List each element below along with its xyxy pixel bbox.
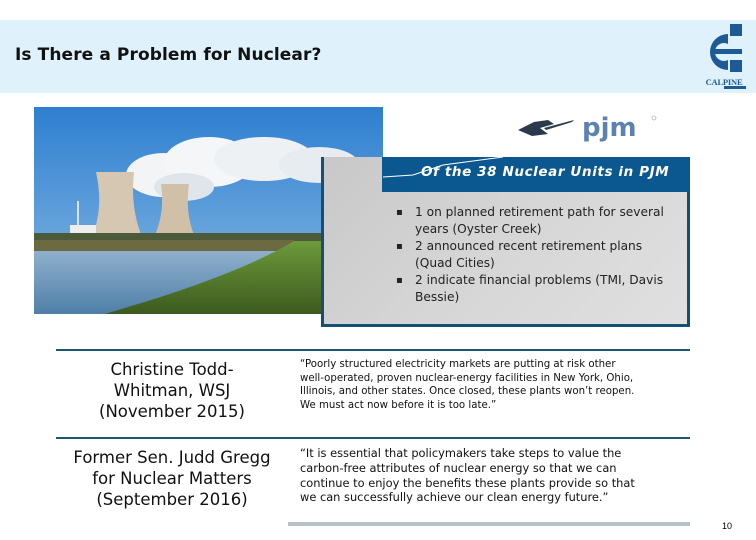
pjm-logo-icon (514, 110, 660, 144)
divider (56, 349, 690, 351)
calpine-logo-text: CALPINE (705, 77, 743, 87)
info-list-item: ▪ 1 on planned retirement path for several years (Oyster Creek) (396, 205, 664, 236)
bullet-icon: ▪ (396, 275, 403, 286)
speaker-1: Christine Todd- Whitman, WSJ (November 2015) (99, 360, 245, 421)
bullet-icon: ▪ (396, 241, 403, 252)
info-list (393, 204, 683, 306)
svg-text:pjm: pjm (582, 113, 637, 143)
info-box-title: Of the 38 Nuclear Units in PJM (421, 164, 670, 180)
quote-1: “Poorly structured electricity markets are putting at risk other well-operated, proven nuclear-energy facilities in New York, Ohio, Illinois, and other states. Once closed, these plants won’t reopen. We must act now before it is too late.” (300, 359, 635, 411)
speaker-2: Former Sen. Judd Gregg for Nuclear Matters (September 2016) (73, 448, 271, 509)
divider (56, 437, 690, 439)
info-list-item: ▪ 2 announced recent retirement plans (Quad Cities) (396, 239, 643, 270)
page-number: 10 (722, 521, 733, 531)
info-list-item: ▪ 2 indicate financial problems (TMI, Davis Bessie) (396, 273, 664, 304)
bottom-bar (288, 522, 690, 526)
quote-2: “It is essential that policymakers take steps to value the carbon-free attributes of nuclear energy so that we can continue to enjoy the benefits these plants provide so that we can successfully achieve our clean energy future.” (300, 446, 635, 505)
slide-title: Is There a Problem for Nuclear? (15, 45, 322, 65)
bullet-icon: ▪ (396, 207, 403, 218)
